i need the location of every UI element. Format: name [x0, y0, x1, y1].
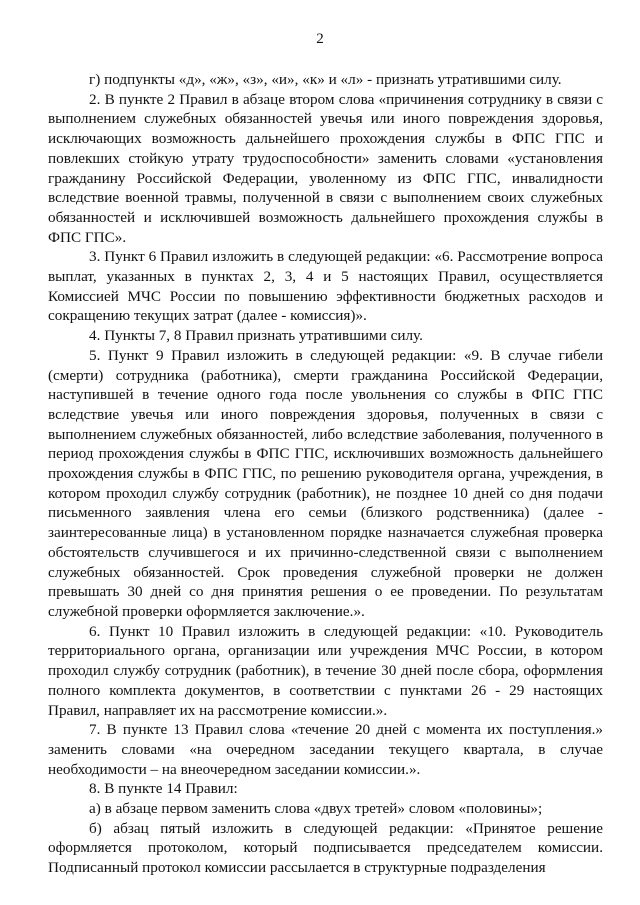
- paragraph-subitem-g: г) подпункты «д», «ж», «з», «и», «к» и «л» - признать утратившими силу.: [89, 71, 562, 88]
- page-number: 2: [316, 31, 324, 47]
- paragraph-subitem-a: а) в абзаце первом заменить слова «двух третей» словом «половины»;: [89, 800, 543, 818]
- paragraph-item-2: 2. В пункте 2 Правил в абзаце втором слова «причинения сотруднику в связи с выполнением служебных обязанностей увечья или иного повреждения здоровья, исключающих возможность дальнейшего прохождения службы в ФПС ГПС и повлекших стойкую утрату трудоспособности» заменить словами «установления гражданину Российской Федерации, уволенному из ФПС ГПС, инвалидности вследствие военной травмы, полученной в связи с выполнением своих служебных обязанностей и исключившей возможность дальнейшего прохождения службы в ФПС ГПС».: [48, 90, 603, 246]
- document-body: [48, 70, 603, 878]
- paragraph-subitem-b: б) абзац пятый изложить в следующей редакции: «Принятое решение оформляется протоколом, который подписывается председателем комиссии. Подписанный протокол комиссии рассылается в структурные подразделения: [48, 819, 603, 877]
- paragraph-item-7: 7. В пункте 13 Правил слова «течение 20 дней с момента их поступления.» заменить словами «на очередном заседании текущего квартала, в случае необходимости – на внеочередном заседании комиссии.».: [48, 721, 603, 778]
- paragraph-item-4: 4. Пункты 7, 8 Правил признать утратившими силу.: [89, 327, 423, 345]
- paragraph-item-6: 6. Пункт 10 Правил изложить в следующей редакции: «10. Руководитель территориального органа, организации или учреждения МЧС России, в котором проходил службу сотрудник (работник), в течение 30 дней после сбора, оформления полного комплекта документов, в соответствии с пунктами 26 - 29 настоящих Правил, направляет их на рассмотрение комиссии.».: [48, 622, 603, 719]
- paragraph-item-8: 8. В пункте 14 Правил:: [89, 780, 238, 798]
- paragraph-item-3: 3. Пункт 6 Правил изложить в следующей редакции: «6. Рассмотрение вопроса выплат, указанных в пунктах 2, 3, 4 и 5 настоящих Правил, осуществляется Комиссией МЧС России по повышению эффективности бюджетных расходов и сокращению текущих затрат (далее - комиссия)».: [48, 248, 603, 325]
- paragraph-item-5: 5. Пункт 9 Правил изложить в следующей редакции: «9. В случае гибели (смерти) сотрудника (работника), смерти гражданина Российской Федерации, наступившей в течение одного года после увольнения со службы в ФПС ГПС вследствие увечья или иного повреждения здоровья, полученных в связи с выполнением служебных обязанностей, либо вследствие заболевания, полученного в период прохождения службы в ФПС ГПС, исключивших возможность дальнейшего прохождения службы в ФПС ГПС, по решению руководителя органа, учреждения, в котором проходил службу сотрудник (работник), не позднее 10 дней со дня подачи письменного заявления члена его семьи (близкого родственника) (далее - заинтересованные лица) в установленном порядке назначается служебная проверка обстоятельств случившегося и их причинно-следственной связи с выполнением служебных обязанностей. Срок проведения служебной проверки не должен превышать 30 дней со дня принятия решения о ее проведении. По результатам служебной проверки оформляется заключение.».: [48, 346, 603, 620]
